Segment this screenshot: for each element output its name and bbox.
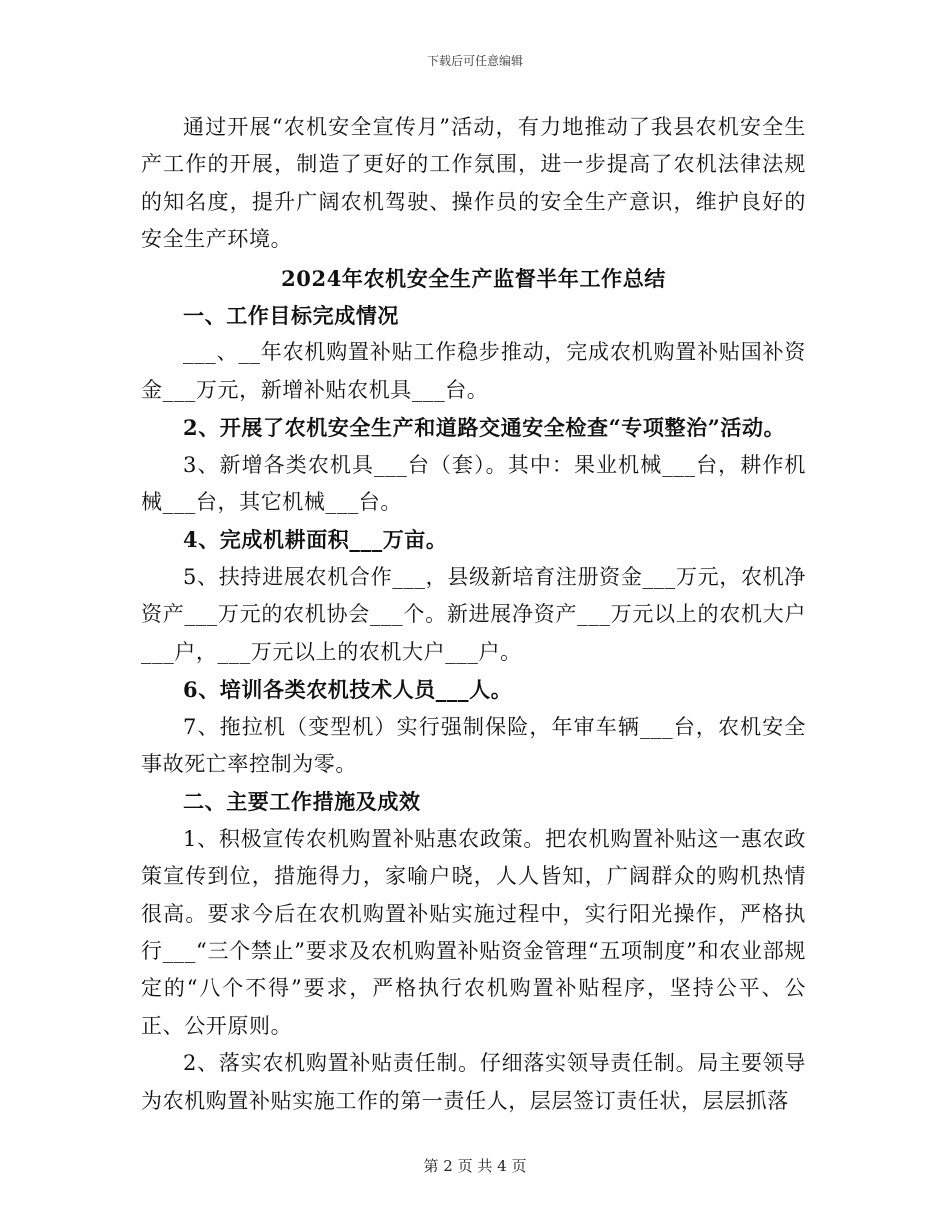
document-title: 2024年农机安全生产监督半年工作总结 bbox=[281, 265, 666, 291]
item-2: 2、开展了农机安全生产和道路交通安全检查“专项整治”活动。 bbox=[183, 415, 786, 441]
item-6: 6、培训各类农机技术人员___人。 bbox=[183, 677, 513, 703]
intro-paragraph: 通过开展“农机安全宣传月”活动，有力地推动了我县农机安全生产工作的开展，制造了更好的工作氛围，进一步提高了农机法律法规的知名度，提升广阔农机驾驶、操作员的安全生产意识，维护良好的安全生产环境。 bbox=[141, 115, 806, 252]
section-heading-2: 二、主要工作措施及成效 bbox=[183, 789, 421, 815]
page-header: 下载后可任意编辑 bbox=[426, 54, 523, 68]
document-body bbox=[141, 109, 806, 1120]
measure-2: 2、落实农机购置补贴责任制。仔细落实领导责任制。局主要领导为农机购置补贴实施工作的第一责任人，层层签订责任状，层层抓落 bbox=[141, 1051, 806, 1113]
section-heading-1: 一、工作目标完成情况 bbox=[183, 303, 399, 329]
item-1: ___、__年农机购置补贴工作稳步推动，完成农机购置补贴国补资金___万元，新增补贴农机具___台。 bbox=[141, 340, 806, 402]
item-5: 5、扶持进展农机合作___，县级新培育注册资金___万元，农机净资产___万元的农机协会___个。新进展净资产___万元以上的农机大户___户，___万元以上的农机大户___户。 bbox=[141, 564, 806, 664]
item-3: 3、新增各类农机具___台（套）。其中：果业机械___台，耕作机械___台，其它机械___台。 bbox=[141, 452, 806, 515]
measure-1: 1、积极宣传农机购置补贴惠农政策。把农机购置补贴这一惠农政策宣传到位，措施得力，家喻户晓，人人皆知，广阔群众的购机热情很高。要求今后在农机购置补贴实施过程中，实行阳光操作，严格执行___“三个禁止”要求及农机购置补贴资金管理“五项制度”和农业部规定的“八个不得”要求，严格执行农机购置补贴程序，坚持公平、公正、公开原则。 bbox=[141, 826, 806, 1038]
item-7: 7、拖拉机（变型机）实行强制保险，年审车辆___台，农机安全事故死亡率控制为零。 bbox=[141, 714, 806, 776]
item-4: 4、完成机耕面积___万亩。 bbox=[183, 527, 448, 553]
page-footer: 第 2 页 共 4 页 bbox=[423, 1157, 527, 1175]
